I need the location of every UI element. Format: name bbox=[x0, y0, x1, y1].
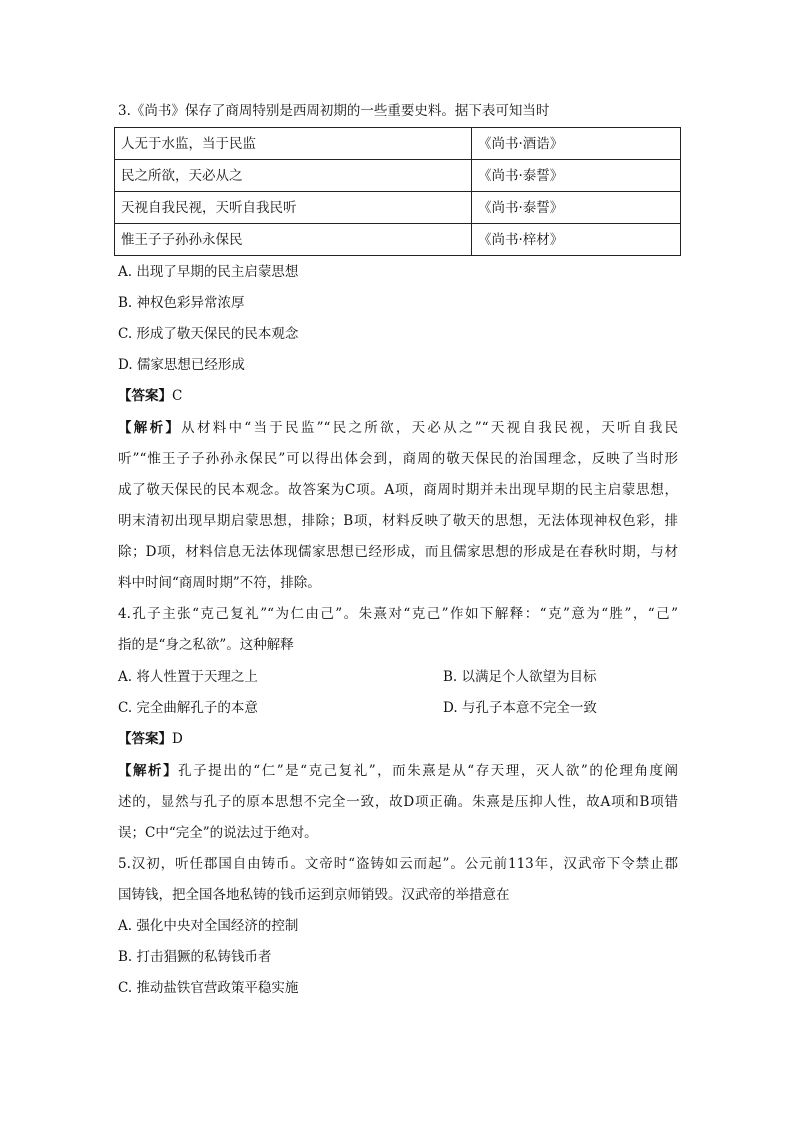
q3-stem: 3.《尚书》保存了商周特别是西周初期的一些重要史料。据下表可知当时 bbox=[118, 103, 550, 119]
answer-value: C bbox=[172, 388, 183, 404]
q3-source-table bbox=[114, 127, 681, 256]
table-row bbox=[115, 192, 681, 224]
q4-option-d: D. 与孔子本意不完全一致 bbox=[443, 700, 597, 716]
q4-analysis-line-2: 述的，显然与孔子的原本思想不完全一致，故D项正确。朱熹是压抑人性，故A项和B项错 bbox=[118, 794, 678, 810]
q4-analysis-line-3: 误；C中“完全”的说法过于绝对。 bbox=[118, 825, 318, 841]
q3-answer bbox=[118, 386, 182, 406]
table-cell-source: 《尚书·泰誓》 bbox=[472, 160, 681, 192]
q3-option-a: A. 出现了早期的民主启蒙思想 bbox=[118, 264, 299, 280]
q4-option-a: A. 将人性置于天理之上 bbox=[118, 669, 258, 685]
q5-option-c: C. 推动盐铁官营政策平稳实施 bbox=[118, 980, 299, 996]
q5-option-b: B. 打击猖獗的私铸钱币者 bbox=[118, 949, 272, 965]
q4-answer bbox=[118, 729, 183, 749]
answer-value: D bbox=[172, 731, 183, 747]
answer-tag: 【答案】 bbox=[118, 731, 172, 747]
table-cell-source: 《尚书·泰誓》 bbox=[472, 192, 681, 224]
answer-tag: 【答案】 bbox=[118, 388, 172, 404]
q5-stem-line-2: 国铸钱，把全国各地私铸的钱币运到京师销毁。汉武帝的举措意在 bbox=[118, 887, 510, 903]
q5-option-a: A. 强化中央对全国经济的控制 bbox=[118, 918, 299, 934]
q4-analysis-line-1 bbox=[118, 761, 678, 781]
table-row bbox=[115, 224, 681, 256]
table-cell-source: 《尚书·梓材》 bbox=[472, 224, 681, 256]
table-cell-quote: 民之所欲，天必从之 bbox=[115, 160, 472, 192]
q3-analysis-line-1 bbox=[118, 418, 678, 438]
q3-option-d: D. 儒家思想已经形成 bbox=[118, 357, 245, 373]
q4-stem-line-1: 4.孔子主张“克己复礼”“为仁由己”。朱熹对“克己”作如下解释：“克”意为“胜”，“己” bbox=[118, 606, 678, 622]
q4-stem-line-2: 指的是“身之私欲”。这种解释 bbox=[118, 637, 294, 653]
q3-analysis-line-5: 除；D项，材料信息无法体现儒家思想已经形成，而且儒家思想的形成是在春秋时期，与材 bbox=[118, 544, 678, 560]
q3-option-c: C. 形成了敬天保民的民本观念 bbox=[118, 326, 299, 342]
analysis-text: 从材料中“当于民监”“民之所欲，天必从之”“天视自我民视，天听自我民 bbox=[181, 420, 679, 436]
q3-analysis-line-6: 料中时间“商周时期”不符，排除。 bbox=[118, 575, 321, 591]
table-cell-quote: 人无于水监，当于民监 bbox=[115, 128, 472, 160]
q4-option-b: B. 以满足个人欲望为目标 bbox=[443, 669, 597, 685]
q3-analysis-line-2: 听”“惟王子子孙孙永保民”可以得出体会到，商周的敬天保民的治国理念，反映了当时形 bbox=[118, 451, 678, 467]
q4-option-c: C. 完全曲解孔子的本意 bbox=[118, 700, 258, 716]
table-cell-quote: 惟王子子孙孙永保民 bbox=[115, 224, 472, 256]
table-row bbox=[115, 160, 681, 192]
analysis-tag: 【解析】 bbox=[118, 763, 179, 779]
analysis-tag: 【解析】 bbox=[118, 420, 182, 436]
q3-analysis-line-3: 成了敬天保民的民本观念。故答案为C项。A项，商周时期并未出现早期的民主启蒙思想， bbox=[118, 482, 678, 498]
table-row bbox=[115, 128, 681, 160]
table-cell-source: 《尚书·酒诰》 bbox=[472, 128, 681, 160]
q3-analysis-line-4: 明末清初出现早期启蒙思想，排除；B项，材料反映了敬天的思想，无法体现神权色彩，排 bbox=[118, 513, 678, 529]
q3-option-b: B. 神权色彩异常浓厚 bbox=[118, 295, 245, 311]
q5-stem-line-1: 5.汉初，听任郡国自由铸币。文帝时“盗铸如云而起”。公元前113年，汉武帝下令禁止郡 bbox=[118, 856, 678, 872]
table-cell-quote: 天视自我民视，天听自我民听 bbox=[115, 192, 472, 224]
analysis-text: 孔子提出的“仁”是“克己复礼”，而朱熹是从“存天理，灭人欲”的伦理角度阐 bbox=[178, 763, 679, 779]
